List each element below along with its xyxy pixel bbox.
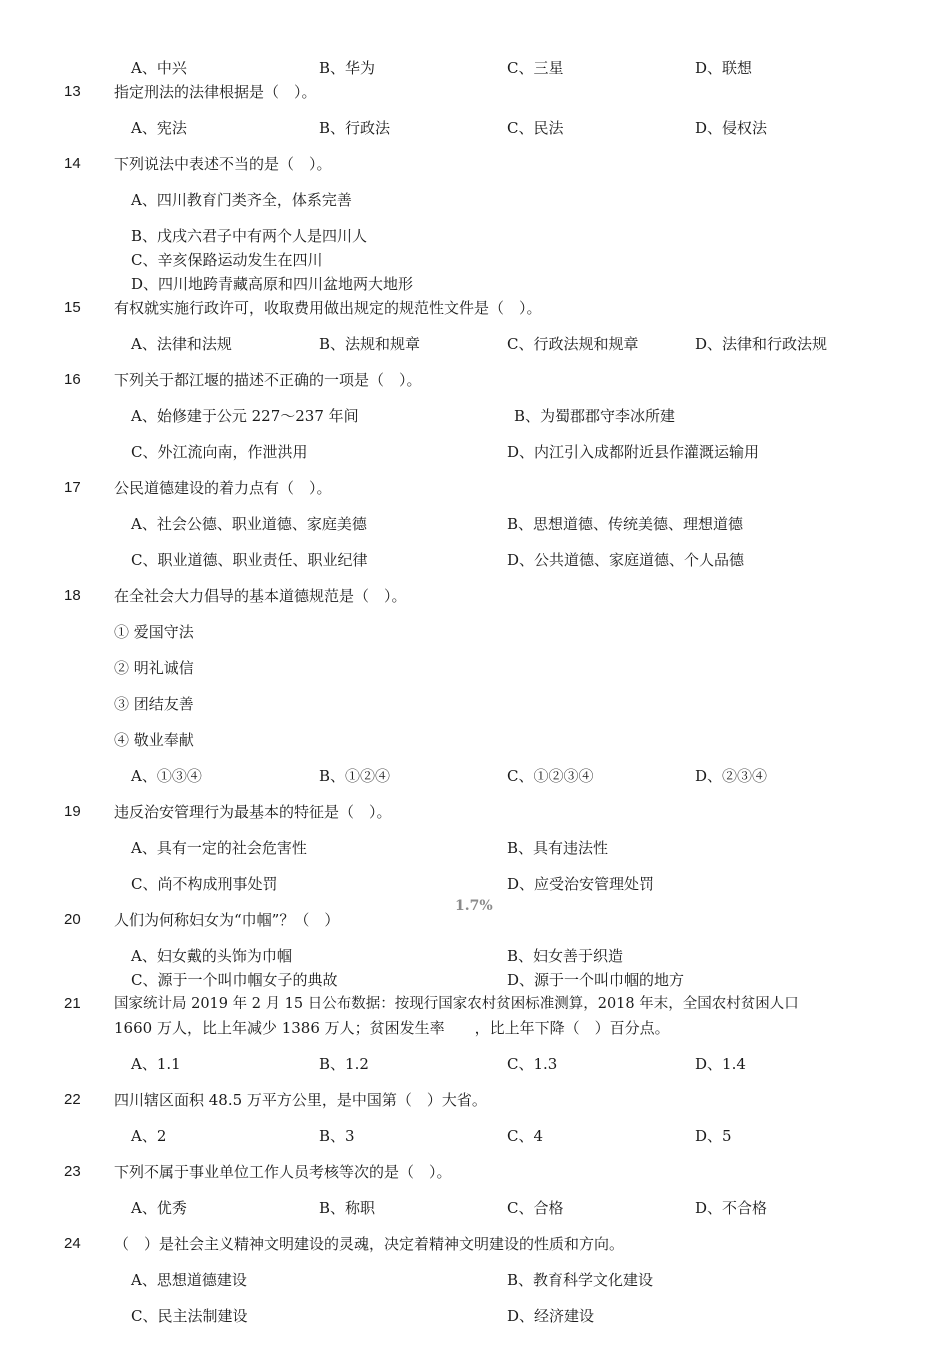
option-c: C、源于一个叫巾帼女子的典故 <box>131 971 338 989</box>
option-c: C、合格 <box>507 1199 564 1217</box>
percentage-stamp: 1.7% <box>455 898 493 914</box>
option-a: A、宪法 <box>131 119 187 137</box>
list-item: ① 爱国守法 <box>114 623 194 641</box>
option-b: B、思想道德、传统美德、理想道德 <box>507 515 744 533</box>
option-d: D、应受治安管理处罚 <box>507 875 655 893</box>
option-d: D、②③④ <box>695 767 768 785</box>
question-stem: 四川辖区面积 48.5 万平方公里，是中国第（ ）大省。 <box>114 1091 487 1109</box>
option-a: A、中兴 <box>131 59 187 77</box>
question-number: 21 <box>64 995 81 1012</box>
list-item: ② 明礼诚信 <box>114 659 194 677</box>
option-a: A、法律和法规 <box>131 335 232 353</box>
question-number: 13 <box>64 83 81 100</box>
option-d: D、四川地跨青藏高原和四川盆地两大地形 <box>131 275 414 293</box>
option-a: A、①③④ <box>131 767 202 785</box>
option-c: C、行政法规和规章 <box>507 335 639 353</box>
option-d: D、1.4 <box>695 1055 746 1073</box>
option-d: D、经济建设 <box>507 1307 595 1325</box>
option-c: C、三星 <box>507 59 564 77</box>
question-stem: 人们为何称妇女为“巾帼”？（ ） <box>114 911 340 929</box>
question-number: 19 <box>64 803 81 820</box>
option-d: D、不合格 <box>695 1199 768 1217</box>
question-number: 24 <box>64 1235 81 1252</box>
option-d: D、5 <box>695 1127 732 1145</box>
option-b: B、戊戌六君子中有两个人是四川人 <box>131 227 368 245</box>
option-d: D、公共道德、家庭道德、个人品德 <box>507 551 745 569</box>
option-a: A、社会公德、职业道德、家庭美德 <box>131 515 367 533</box>
option-b: B、教育科学文化建设 <box>507 1271 654 1289</box>
question-number: 22 <box>64 1091 81 1108</box>
option-a: A、优秀 <box>131 1199 187 1217</box>
option-c: C、1.3 <box>507 1055 558 1073</box>
option-c: C、民主法制建设 <box>131 1307 248 1325</box>
option-b: B、3 <box>319 1127 355 1145</box>
option-c: C、①②③④ <box>507 767 594 785</box>
question-number: 20 <box>64 911 81 928</box>
question-stem: 下列关于都江堰的描述不正确的一项是（ ）。 <box>114 371 422 389</box>
question-stem: （ ）是社会主义精神文明建设的灵魂，决定着精神文明建设的性质和方向。 <box>114 1235 625 1253</box>
question-number: 18 <box>64 587 81 604</box>
option-a: A、始修建于公元 227～237 年间 <box>131 407 359 425</box>
question-number: 16 <box>64 371 81 388</box>
option-c: C、民法 <box>507 119 564 137</box>
option-a: A、四川教育门类齐全，体系完善 <box>131 191 352 209</box>
option-a: A、2 <box>131 1127 167 1145</box>
question-stem: 指定刑法的法律根据是（ ）。 <box>114 83 317 101</box>
option-d: D、源于一个叫巾帼的地方 <box>507 971 685 989</box>
option-b: B、妇女善于织造 <box>507 947 624 965</box>
option-d: D、法律和行政法规 <box>695 335 828 353</box>
question-number: 14 <box>64 155 81 172</box>
question-stem: 有权就实施行政许可，收取费用做出规定的规范性文件是（ ）。 <box>114 299 542 317</box>
option-d: D、侵权法 <box>695 119 768 137</box>
question-number: 17 <box>64 479 81 496</box>
option-b: B、具有违法性 <box>507 839 609 857</box>
question-number: 15 <box>64 299 81 316</box>
option-d: D、内江引入成都附近县作灌溉运输用 <box>507 443 760 461</box>
list-item: ④ 敬业奉献 <box>114 731 194 749</box>
option-d: D、联想 <box>695 59 753 77</box>
option-b: B、行政法 <box>319 119 391 137</box>
option-a: A、妇女戴的头饰为巾帼 <box>131 947 292 965</box>
option-b: B、华为 <box>319 59 376 77</box>
option-a: A、1.1 <box>131 1055 181 1073</box>
option-c: C、职业道德、职业责任、职业纪律 <box>131 551 368 569</box>
option-a: A、具有一定的社会危害性 <box>131 839 307 857</box>
question-stem-continued: 1660 万人，比上年减少 1386 万人；贫困发生率 ，比上年下降（ ）百分点。 <box>114 1019 670 1037</box>
list-item: ③ 团结友善 <box>114 695 194 713</box>
option-c: C、辛亥保路运动发生在四川 <box>131 251 323 269</box>
option-c: C、外江流向南，作泄洪用 <box>131 443 308 461</box>
option-b: B、1.2 <box>319 1055 369 1073</box>
option-a: A、思想道德建设 <box>131 1271 247 1289</box>
option-c: C、4 <box>507 1127 544 1145</box>
option-b: B、法规和规章 <box>319 335 421 353</box>
question-stem: 违反治安管理行为最基本的特征是（ ）。 <box>114 803 392 821</box>
question-stem: 在全社会大力倡导的基本道德规范是（ ）。 <box>114 587 407 605</box>
option-c: C、尚不构成刑事处罚 <box>131 875 278 893</box>
question-number: 23 <box>64 1163 81 1180</box>
option-b: B、①②④ <box>319 767 391 785</box>
option-b: B、称职 <box>319 1199 376 1217</box>
question-stem: 公民道德建设的着力点有（ ）。 <box>114 479 332 497</box>
question-stem: 下列说法中表述不当的是（ ）。 <box>114 155 332 173</box>
question-stem: 国家统计局 2019 年 2 月 15 日公布数据：按现行国家农村贫困标准测算，2018 年末，全国农村贫困人口 <box>114 996 799 1012</box>
option-b: B、为蜀郡郡守李冰所建 <box>514 407 676 425</box>
question-stem: 下列不属于事业单位工作人员考核等次的是（ ）。 <box>114 1163 452 1181</box>
